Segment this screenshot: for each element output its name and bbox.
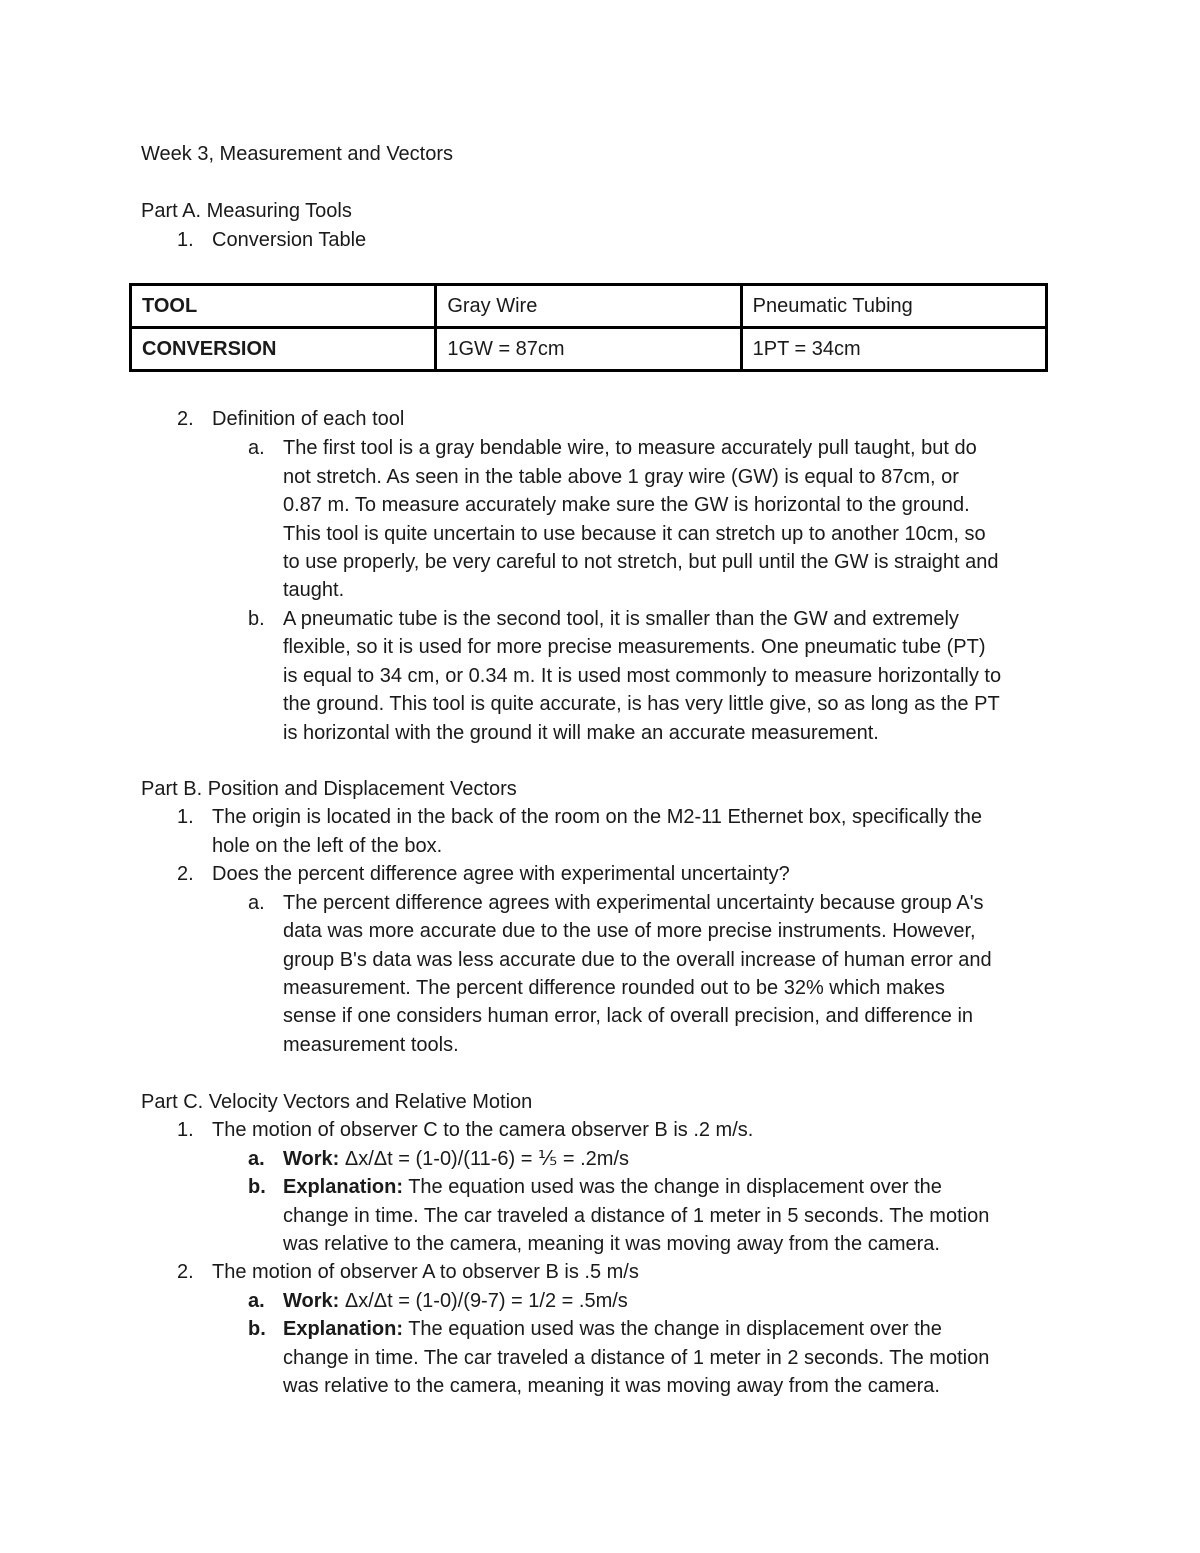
part-c-heading: Part C. Velocity Vectors and Relative Motion	[141, 1091, 533, 1113]
work-equation: Δx/Δt = (1-0)/(11-6) = ⅕ = .2m/s	[339, 1148, 630, 1170]
explanation-line	[283, 1315, 942, 1343]
explanation-text: The equation used was the change in displacement over the	[403, 1318, 942, 1340]
part-c-item1-text: The motion of observer C to the camera observer B is .2 m/s.	[212, 1119, 754, 1141]
part-b-a-label: a.	[248, 892, 265, 914]
part-c-item1-b-label: b.	[248, 1176, 266, 1198]
part-b-item1-number: 1.	[177, 806, 194, 828]
paragraph-line: change in time. The car traveled a distance of 1 meter in 2 seconds. The motion	[283, 1347, 990, 1369]
part-c-item1-a-label: a.	[248, 1148, 265, 1170]
paragraph-line: taught.	[283, 579, 345, 601]
paragraph-line: to use properly, be very careful to not stretch, but pull until the GW is straight and	[283, 551, 999, 573]
explanation-label: Explanation:	[283, 1176, 404, 1198]
paragraph-line: The first tool is a gray bendable wire, to measure accurately pull taught, but do	[283, 437, 977, 459]
part-a-item1-text: Conversion Table	[212, 229, 367, 251]
work-label: Work:	[283, 1290, 340, 1312]
table-row	[131, 285, 1047, 328]
part-c-item2-number: 2.	[177, 1261, 194, 1283]
work-label: Work:	[283, 1148, 340, 1170]
work-line	[283, 1145, 629, 1173]
part-a-a-label: a.	[248, 437, 265, 459]
part-a-item2-number: 2.	[177, 408, 194, 430]
paragraph-line: flexible, so it is used for more precise measurements. One pneumatic tube (PT)	[283, 636, 986, 658]
work-line	[283, 1287, 628, 1315]
part-c-item1-number: 1.	[177, 1119, 194, 1141]
paragraph-line: is horizontal with the ground it will make an accurate measurement.	[283, 722, 879, 744]
part-a-item1-number: 1.	[177, 229, 194, 251]
explanation-label: Explanation:	[283, 1318, 404, 1340]
table-cell: Pneumatic Tubing	[741, 285, 1046, 328]
paragraph-line: data was more accurate due to the use of more precise instruments. However,	[283, 920, 976, 942]
document-title: Week 3, Measurement and Vectors	[141, 143, 454, 165]
part-c-item2-text: The motion of observer A to observer B is .5 m/s	[212, 1261, 639, 1283]
part-b-heading: Part B. Position and Displacement Vectors	[141, 778, 517, 800]
part-a-heading: Part A. Measuring Tools	[141, 200, 352, 222]
paragraph-line: was relative to the camera, meaning it was moving away from the camera.	[283, 1375, 940, 1397]
table-cell: 1GW = 87cm	[436, 328, 741, 371]
part-b-item2-number: 2.	[177, 863, 194, 885]
work-equation: Δx/Δt = (1-0)/(9-7) = 1/2 = .5m/s	[339, 1290, 628, 1312]
table-cell: 1PT = 34cm	[741, 328, 1046, 371]
paragraph-line: is equal to 34 cm, or 0.34 m. It is used most commonly to measure horizontally to	[283, 665, 1002, 687]
paragraph-line: A pneumatic tube is the second tool, it is smaller than the GW and extremely	[283, 608, 959, 630]
conversion-table	[129, 283, 1048, 372]
table-cell: TOOL	[131, 285, 436, 328]
paragraph-line: measurement tools.	[283, 1034, 459, 1056]
part-c-item2-a-label: a.	[248, 1290, 265, 1312]
paragraph-line: not stretch. As seen in the table above 1 gray wire (GW) is equal to 87cm, or	[283, 466, 959, 488]
table-row	[131, 328, 1047, 371]
table-cell: Gray Wire	[436, 285, 741, 328]
part-c-item2-b-label: b.	[248, 1318, 266, 1340]
paragraph-line: The percent difference agrees with experimental uncertainty because group A's	[283, 892, 984, 914]
paragraph-line: group B's data was less accurate due to the overall increase of human error and	[283, 949, 992, 971]
paragraph-line: 0.87 m. To measure accurately make sure the GW is horizontal to the ground.	[283, 494, 970, 516]
paragraph-line: the ground. This tool is quite accurate, is has very little give, so as long as the PT	[283, 693, 1000, 715]
paragraph-line: hole on the left of the box.	[212, 835, 443, 857]
paragraph-line: change in time. The car traveled a distance of 1 meter in 5 seconds. The motion	[283, 1205, 990, 1227]
table-cell: CONVERSION	[131, 328, 436, 371]
explanation-text: The equation used was the change in displacement over the	[403, 1176, 942, 1198]
paragraph-line: measurement. The percent difference rounded out to be 32% which makes	[283, 977, 945, 999]
part-b-item2-text: Does the percent difference agree with experimental uncertainty?	[212, 863, 790, 885]
part-a-b-label: b.	[248, 608, 265, 630]
paragraph-line: The origin is located in the back of the room on the M2-11 Ethernet box, specifically the	[212, 806, 983, 828]
paragraph-line: was relative to the camera, meaning it was moving away from the camera.	[283, 1233, 940, 1255]
explanation-line	[283, 1173, 942, 1201]
part-a-item2-text: Definition of each tool	[212, 408, 405, 430]
paragraph-line: sense if one considers human error, lack of overall precision, and difference in	[283, 1005, 974, 1027]
paragraph-line: This tool is quite uncertain to use because it can stretch up to another 10cm, so	[283, 523, 986, 545]
